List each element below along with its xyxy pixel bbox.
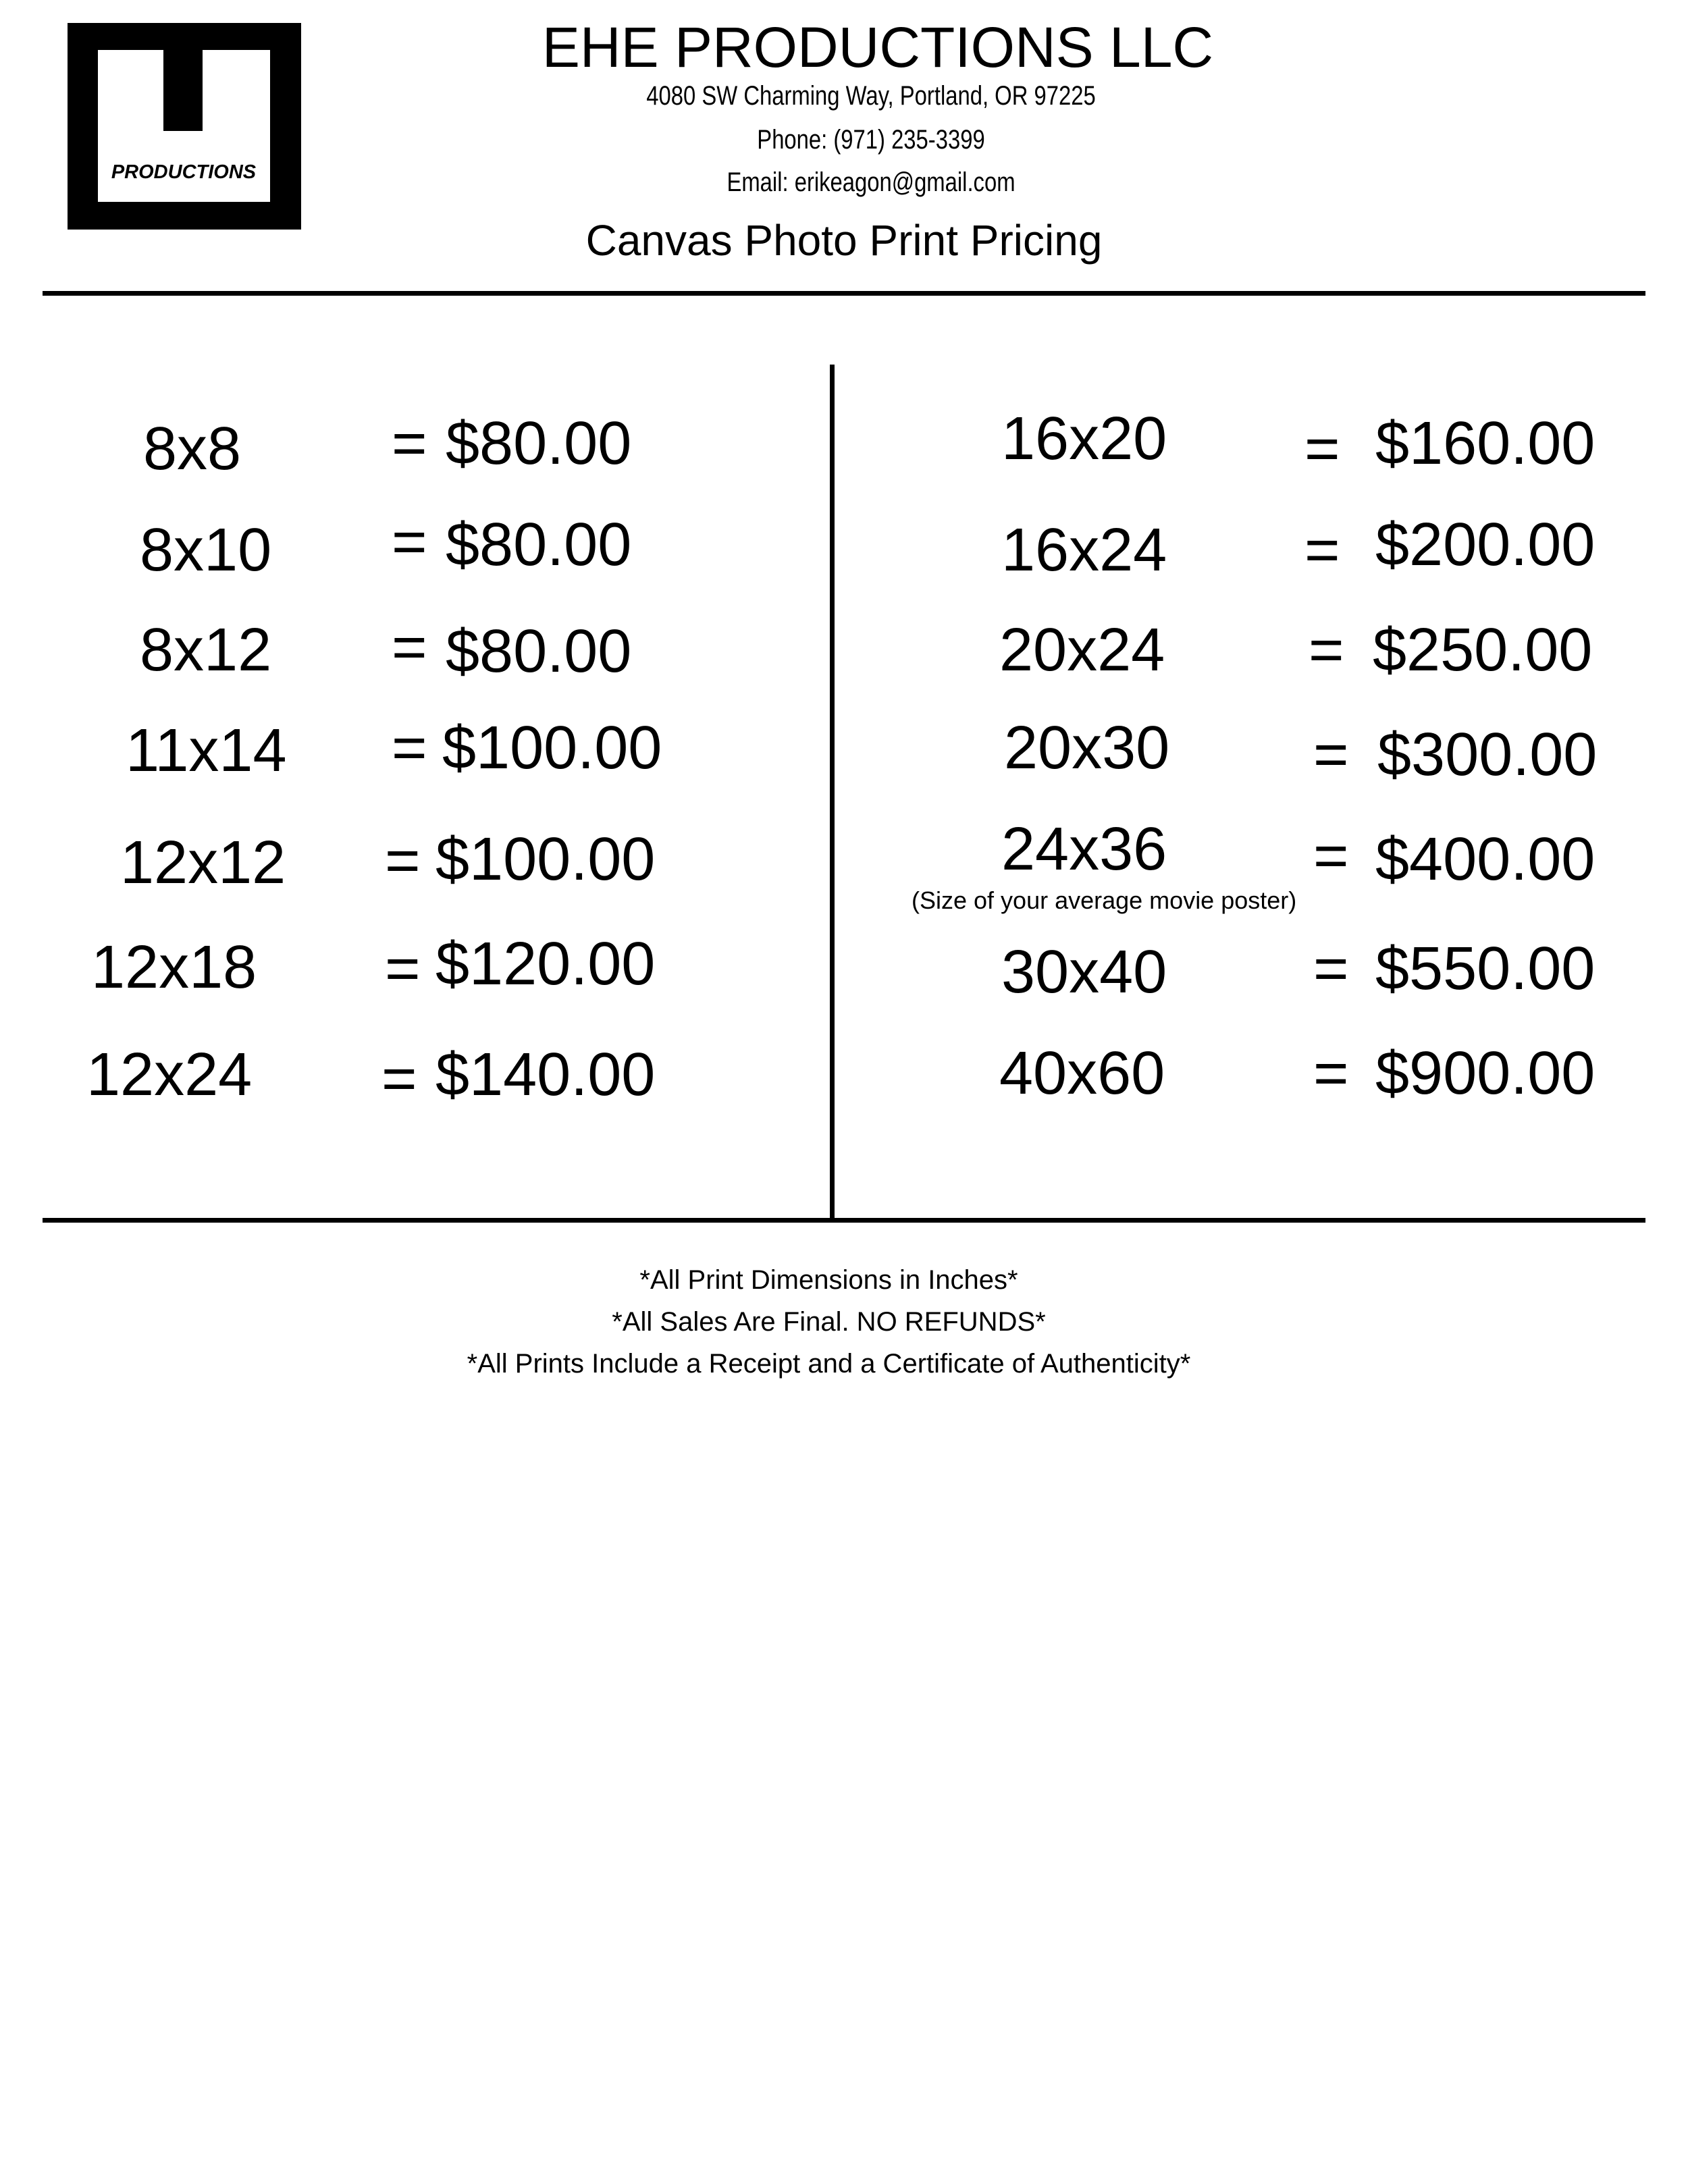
price-value: $100.00 (442, 714, 662, 782)
price-size: 12x12 (120, 829, 286, 897)
price-size: 16x20 (1001, 405, 1167, 473)
equals-sign: = (1313, 1040, 1349, 1107)
equals-sign: = (385, 827, 421, 895)
header-divider (43, 291, 1645, 296)
equals-sign: = (1304, 516, 1340, 584)
price-size: 16x24 (1001, 516, 1167, 584)
price-size: 12x18 (91, 934, 257, 1001)
equals-sign: = (1313, 935, 1349, 1003)
price-size: 30x40 (1001, 938, 1167, 1006)
equals-sign: = (1304, 415, 1340, 483)
price-size: 12x24 (86, 1041, 253, 1109)
equals-sign: = (381, 1045, 417, 1113)
price-value: $160.00 (1375, 410, 1595, 477)
equals-sign: = (392, 614, 427, 681)
price-value: $550.00 (1375, 935, 1595, 1003)
price-size: 20x30 (1004, 714, 1170, 782)
footer-note-dimensions: *All Print Dimensions in Inches* (639, 1265, 1018, 1295)
column-divider (830, 365, 835, 1219)
price-size: 11x14 (126, 717, 287, 784)
equals-sign: = (1313, 721, 1349, 789)
price-note: (Size of your average movie poster) (912, 886, 1297, 914)
equals-sign: = (1313, 822, 1349, 890)
price-value: $400.00 (1375, 826, 1595, 893)
equals-sign: = (385, 935, 421, 1003)
footer-note-receipt: *All Prints Include a Receipt and a Certificate of Authenticity* (467, 1349, 1191, 1379)
price-value: $200.00 (1375, 511, 1595, 579)
price-value: $250.00 (1373, 616, 1593, 684)
price-value: $80.00 (446, 410, 632, 477)
company-address: 4080 SW Charming Way, Portland, OR 97225 (646, 81, 1096, 111)
equals-sign: = (392, 714, 427, 782)
footer-divider (43, 1218, 1645, 1223)
price-size: 24x36 (1001, 816, 1167, 883)
price-value: $140.00 (436, 1041, 656, 1109)
equals-sign: = (392, 508, 427, 576)
equals-sign: = (392, 410, 427, 477)
page-title: Canvas Photo Print Pricing (585, 216, 1103, 265)
footer-note-refunds: *All Sales Are Final. NO REFUNDS* (612, 1307, 1046, 1337)
company-name: EHE PRODUCTIONS LLC (542, 16, 1214, 79)
price-size: 20x24 (999, 616, 1165, 684)
price-size: 8x10 (140, 516, 272, 584)
price-value: $80.00 (446, 511, 632, 579)
price-value: $100.00 (436, 826, 656, 893)
price-value: $300.00 (1377, 721, 1598, 789)
price-value: $80.00 (446, 618, 632, 685)
equals-sign: = (1309, 616, 1344, 684)
price-size: 8x8 (143, 415, 242, 483)
price-value: $900.00 (1375, 1040, 1595, 1107)
logo-wordmark: PRODUCTIONS (111, 161, 257, 183)
company-email: Email: erikeagon@gmail.com (727, 167, 1016, 197)
price-size: 40x60 (999, 1040, 1165, 1107)
price-size: 8x12 (140, 616, 272, 684)
price-value: $120.00 (436, 930, 656, 998)
company-phone: Phone: (971) 235-3399 (757, 125, 985, 155)
